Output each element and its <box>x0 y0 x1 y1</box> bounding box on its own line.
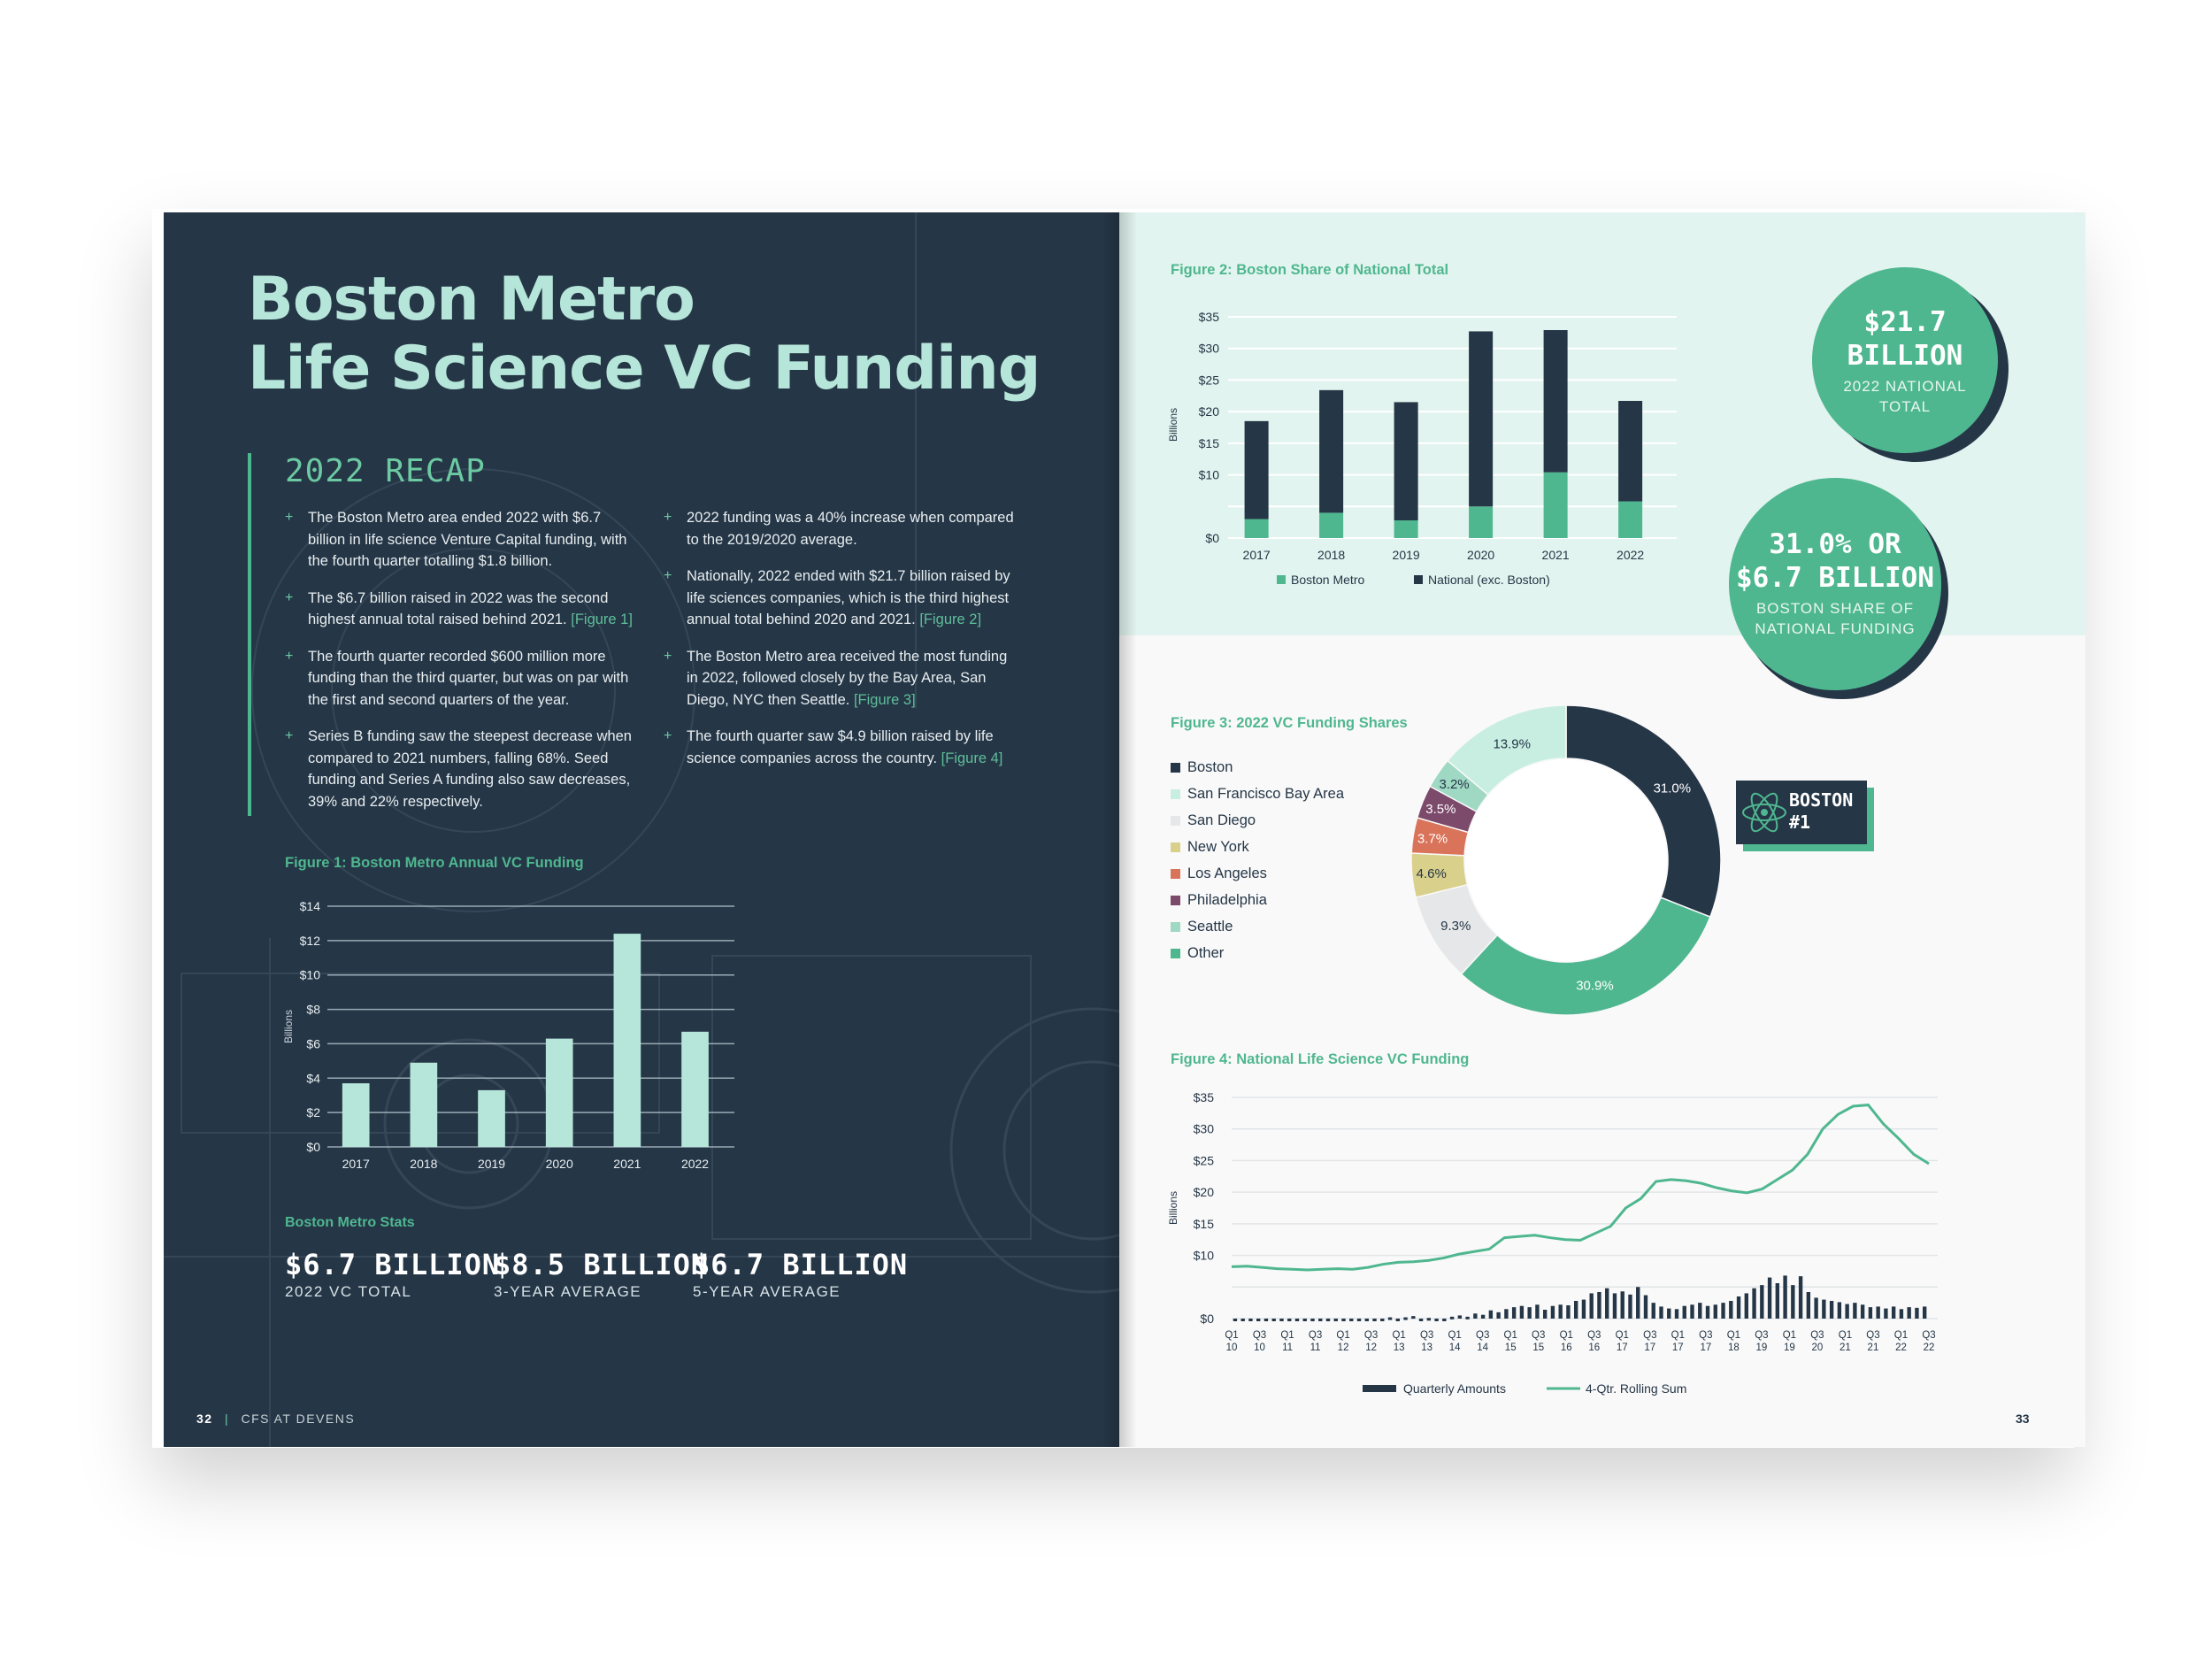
x-tick-quarter: Q1 <box>1336 1330 1350 1341</box>
stat-5yr-average <box>693 1248 908 1301</box>
quarterly-bar <box>1264 1319 1268 1321</box>
y-tick-label: $4 <box>306 1071 320 1086</box>
quarterly-bar <box>1861 1304 1864 1319</box>
quarterly-bar <box>1295 1319 1299 1321</box>
x-tick-year: 17 <box>1700 1342 1712 1353</box>
boston-number-one-badge <box>1736 781 1867 844</box>
plus-icon: + <box>285 510 294 525</box>
x-tick-year: 13 <box>1393 1342 1405 1353</box>
quarterly-bar <box>1396 1319 1400 1321</box>
y-tick-label: $10 <box>1193 1248 1214 1263</box>
figure-reference[interactable]: [Figure 4] <box>941 750 1003 766</box>
recap-bullets-col1 <box>285 507 634 827</box>
legend-item-san-diego: San Diego <box>1171 807 1344 834</box>
badge-line-1: BOSTON <box>1789 789 1854 811</box>
x-tick-label: 2017 <box>342 1157 370 1171</box>
y-axis-label: Billions <box>282 1009 295 1044</box>
quarterly-bar <box>1621 1291 1624 1319</box>
quarterly-bar <box>1605 1289 1609 1319</box>
quarterly-bar <box>1465 1317 1469 1319</box>
quarterly-bar <box>1535 1304 1539 1319</box>
quarterly-bar <box>1830 1301 1833 1319</box>
quarterly-bar <box>1419 1319 1423 1321</box>
quarterly-bar <box>1745 1293 1748 1319</box>
bar-boston-2019 <box>1394 520 1418 538</box>
quarterly-bar <box>1721 1303 1724 1319</box>
x-tick-year: 12 <box>1365 1342 1377 1353</box>
quarterly-bar <box>1303 1319 1307 1321</box>
legend-item-sf-bay-area: San Francisco Bay Area <box>1171 781 1344 807</box>
bullet: + The Boston Metro area received the most funding in 2022, followed closely by the Bay Area, San Diego, NYC then Seattle. [Figure 3] <box>664 646 1018 712</box>
gutter-shadow <box>1102 212 1137 1447</box>
page-title <box>248 265 1040 404</box>
quarterly-bar <box>1473 1313 1477 1319</box>
legend-item-other: Other <box>1171 940 1344 966</box>
y-tick-label: $20 <box>1193 1185 1214 1200</box>
quarterly-bar <box>1923 1306 1926 1319</box>
quarterly-bar <box>1683 1306 1686 1319</box>
stat-3yr-average <box>494 1248 709 1301</box>
callout-label: 2022 NATIONAL <box>1843 378 1967 395</box>
callout-label: TOTAL <box>1878 398 1932 415</box>
figure-reference[interactable]: [Figure 2] <box>919 612 982 627</box>
quarterly-bar <box>1791 1285 1794 1319</box>
bar-national-2021 <box>1544 330 1568 473</box>
x-tick-quarter: Q1 <box>1559 1330 1573 1341</box>
y-tick-label: $15 <box>1198 435 1219 450</box>
boston-share-callout <box>1729 478 1941 690</box>
x-tick-year: 17 <box>1644 1342 1656 1353</box>
x-tick-year: 16 <box>1560 1342 1572 1353</box>
title-line-1: Boston Metro <box>248 265 695 335</box>
slice-label: 30.9% <box>1576 978 1614 994</box>
figure-reference[interactable]: [Figure 3] <box>853 691 916 708</box>
y-tick-label: $10 <box>1198 467 1219 482</box>
quarterly-bar <box>1458 1315 1462 1319</box>
y-tick-label: $10 <box>299 967 320 982</box>
x-tick-year: 16 <box>1588 1342 1601 1353</box>
page-number-right: 33 <box>2016 1412 2030 1426</box>
fig4-chart <box>1150 1080 1947 1434</box>
quarterly-bar <box>1326 1319 1330 1321</box>
callout-label: NATIONAL FUNDING <box>1755 620 1916 637</box>
x-tick-quarter: Q3 <box>1699 1330 1713 1341</box>
quarterly-bar <box>1496 1312 1500 1319</box>
y-tick-label: $15 <box>1193 1216 1214 1231</box>
quarterly-bar <box>1310 1319 1314 1321</box>
rolling-sum-line <box>1232 1105 1929 1270</box>
quarterly-bar <box>1318 1319 1322 1321</box>
quarterly-bar <box>1644 1296 1647 1319</box>
x-tick-quarter: Q1 <box>1838 1330 1853 1341</box>
bullet: + Nationally, 2022 ended with $21.7 billion raised by life sciences companies, which is the third highest annual total behind 2020 and 2021. [Figure 2] <box>664 565 1018 631</box>
bar-boston-2017 <box>1245 519 1269 538</box>
x-tick-quarter: Q1 <box>1893 1330 1909 1341</box>
quarterly-bar <box>1838 1302 1841 1319</box>
legend-label: Quarterly Amounts <box>1403 1381 1506 1396</box>
x-tick-quarter: Q3 <box>1308 1330 1323 1341</box>
x-tick-quarter: Q3 <box>1252 1330 1267 1341</box>
quarterly-bar <box>1489 1311 1493 1319</box>
legend-item-philadelphia: Philadelphia <box>1171 887 1344 913</box>
bullet: + Series B funding saw the steepest decrease when compared to 2021 numbers, falling 68%. Seed funding and Series A funding also saw decreases, 39% and 22% respectively. <box>285 726 634 812</box>
plus-icon: + <box>664 568 672 583</box>
bar-national-2020 <box>1469 331 1493 506</box>
quarterly-bar <box>1272 1319 1276 1321</box>
quarterly-bar <box>1372 1319 1376 1321</box>
x-tick-label: 2017 <box>1242 548 1271 562</box>
bullet: + The fourth quarter recorded $600 million more funding than the third quarter, but was on par with the first and second quarters of the year. <box>285 646 634 712</box>
quarterly-bar <box>1520 1306 1524 1319</box>
callout-value: BILLION <box>1847 340 1963 372</box>
legend-item-new-york: New York <box>1171 834 1344 860</box>
x-tick-year: 15 <box>1532 1342 1545 1353</box>
slice-label: 31.0% <box>1653 781 1692 796</box>
y-axis-label: Billions <box>1167 407 1179 442</box>
plus-icon: + <box>285 728 294 743</box>
x-tick-quarter: Q1 <box>1392 1330 1406 1341</box>
quarterly-bar <box>1853 1303 1856 1319</box>
quarterly-bar <box>1341 1319 1345 1321</box>
atom-icon <box>1740 788 1789 837</box>
x-tick-year: 12 <box>1337 1342 1349 1353</box>
y-tick-label: $6 <box>306 1036 320 1051</box>
fig4-title: Figure 4: National Life Science VC Funding <box>1171 1051 1470 1067</box>
footer-left <box>196 1412 355 1426</box>
fig3-legend <box>1171 754 1344 966</box>
x-tick-year: 10 <box>1225 1342 1238 1353</box>
quarterly-bar <box>1768 1278 1771 1319</box>
quarterly-bar <box>1590 1293 1594 1319</box>
x-tick-quarter: Q1 <box>1726 1330 1741 1341</box>
donut-hole <box>1465 759 1667 961</box>
page-number: 32 <box>196 1412 213 1426</box>
quarterly-bar <box>1900 1309 1903 1319</box>
quarterly-bar <box>1349 1319 1353 1321</box>
x-tick-quarter: Q3 <box>1922 1330 1936 1341</box>
x-tick-label: 2018 <box>1317 548 1346 562</box>
quarterly-bar <box>1403 1318 1407 1320</box>
y-tick-label: $30 <box>1198 341 1219 356</box>
slice-label: 4.6% <box>1416 866 1447 882</box>
quarterly-bar <box>1907 1307 1910 1319</box>
x-tick-year: 22 <box>1923 1342 1935 1353</box>
bar-2021 <box>614 934 641 1147</box>
plus-icon: + <box>664 648 672 664</box>
x-tick-label: 2019 <box>477 1157 506 1171</box>
y-tick-label: $12 <box>299 933 320 948</box>
recap-accent-bar <box>248 453 251 816</box>
y-axis-label: Billions <box>1167 1190 1179 1226</box>
x-tick-year: 19 <box>1755 1342 1768 1353</box>
quarterly-bar <box>1652 1303 1655 1319</box>
quarterly-bar <box>1814 1297 1817 1319</box>
x-tick-quarter: Q3 <box>1866 1330 1880 1341</box>
recap-heading: 2022 RECAP <box>285 453 486 489</box>
bar-2018 <box>411 1063 438 1147</box>
quarterly-bar <box>1434 1319 1438 1321</box>
quarterly-bar <box>1915 1308 1918 1319</box>
y-tick-label: $35 <box>1198 310 1219 324</box>
quarterly-bar <box>1892 1306 1895 1319</box>
slice-label: 13.9% <box>1493 736 1532 752</box>
x-tick-year: 18 <box>1727 1342 1740 1353</box>
x-tick-quarter: Q1 <box>1671 1330 1685 1341</box>
national-total-callout <box>1812 267 1998 453</box>
legend-item-boston: Boston <box>1171 754 1344 781</box>
y-tick-label: $25 <box>1193 1153 1214 1168</box>
x-tick-year: 17 <box>1616 1342 1628 1353</box>
title-line-2: Life Science VC Funding <box>248 334 1041 404</box>
legend-swatch-quarterly <box>1363 1385 1396 1392</box>
fig1-chart <box>265 885 761 1204</box>
x-tick-quarter: Q1 <box>1280 1330 1294 1341</box>
footer-publication: CFS AT DEVENS <box>241 1412 356 1426</box>
quarterly-bar <box>1636 1287 1640 1319</box>
x-tick-quarter: Q1 <box>1225 1330 1239 1341</box>
plus-icon: + <box>664 510 672 525</box>
quarterly-bar <box>1504 1309 1508 1319</box>
x-tick-label: 2021 <box>613 1157 641 1171</box>
quarterly-bar <box>1248 1319 1252 1321</box>
bar-boston-2020 <box>1469 506 1493 538</box>
stat-label: 2022 VC TOTAL <box>285 1283 412 1300</box>
quarterly-bar <box>1737 1296 1740 1319</box>
bar-2019 <box>478 1090 505 1147</box>
fig2-chart <box>1150 292 1681 593</box>
quarterly-bar <box>1551 1306 1555 1319</box>
x-tick-label: 2020 <box>545 1157 573 1171</box>
fig3-chart <box>1380 683 1752 1055</box>
bar-boston-2018 <box>1319 512 1343 538</box>
quarterly-bar <box>1256 1319 1260 1321</box>
quarterly-bar <box>1527 1307 1531 1319</box>
stat-label: 5-YEAR AVERAGE <box>693 1283 841 1300</box>
callout-value: $21.7 <box>1863 306 1947 338</box>
x-tick-year: 19 <box>1784 1342 1795 1353</box>
stat-2022-total <box>285 1248 500 1301</box>
x-tick-quarter: Q3 <box>1643 1330 1657 1341</box>
quarterly-bar <box>1543 1310 1547 1319</box>
x-tick-year: 10 <box>1254 1342 1265 1353</box>
x-tick-year: 11 <box>1282 1342 1294 1353</box>
quarterly-bar <box>1675 1309 1678 1319</box>
quarterly-bar <box>1706 1306 1709 1319</box>
bar-2017 <box>342 1083 370 1147</box>
quarterly-bar <box>1233 1319 1237 1321</box>
legend-label: Boston Metro <box>1291 573 1365 587</box>
quarterly-bar <box>1876 1306 1879 1319</box>
fig1-title: Figure 1: Boston Metro Annual VC Funding <box>285 855 584 871</box>
x-tick-year: 21 <box>1867 1342 1879 1353</box>
quarterly-bar <box>1411 1316 1415 1319</box>
x-tick-quarter: Q3 <box>1476 1330 1490 1341</box>
quarterly-bar <box>1884 1309 1887 1319</box>
callout-value: $6.7 BILLION <box>1736 562 1934 594</box>
quarterly-bar <box>1869 1307 1872 1319</box>
y-tick-label: $0 <box>1205 531 1219 545</box>
quarterly-bar <box>1659 1306 1663 1319</box>
bar-boston-2022 <box>1618 502 1642 538</box>
quarterly-bar <box>1380 1319 1384 1321</box>
bullet: + The Boston Metro area ended 2022 with $6.7 billion in life science Venture Capital funding, with the fourth quarter totalling $1.8 billion. <box>285 507 634 573</box>
quarterly-bar <box>1628 1295 1632 1319</box>
quarterly-bar <box>1357 1319 1361 1321</box>
x-tick-label: 2018 <box>410 1157 438 1171</box>
stat-label: 3-YEAR AVERAGE <box>494 1283 642 1300</box>
legend-label: National (exc. Boston) <box>1428 573 1550 587</box>
quarterly-bar <box>1582 1300 1586 1319</box>
bar-national-2019 <box>1394 402 1418 520</box>
x-tick-year: 14 <box>1448 1342 1461 1353</box>
x-tick-quarter: Q1 <box>1448 1330 1462 1341</box>
quarterly-bar <box>1287 1319 1291 1321</box>
stat-value: $6.7 BILLION <box>285 1248 501 1281</box>
bullet: + The fourth quarter saw $4.9 billion raised by life science companies across the country. [Figure 4] <box>664 726 1018 769</box>
legend-item-los-angeles: Los Angeles <box>1171 860 1344 887</box>
x-tick-label: 2021 <box>1541 548 1570 562</box>
x-tick-quarter: Q3 <box>1419 1330 1434 1341</box>
plus-icon: + <box>664 728 672 743</box>
plus-icon: + <box>285 648 294 664</box>
stat-value: $8.5 BILLION <box>494 1248 710 1281</box>
x-tick-label: 2022 <box>1617 548 1645 562</box>
x-tick-label: 2020 <box>1467 548 1495 562</box>
legend-swatch-boston <box>1277 575 1286 584</box>
y-tick-label: $35 <box>1193 1090 1214 1104</box>
quarterly-bar <box>1783 1275 1786 1319</box>
y-tick-label: $30 <box>1193 1121 1214 1136</box>
quarterly-bar <box>1442 1319 1446 1321</box>
quarterly-bar <box>1558 1304 1562 1319</box>
x-tick-quarter: Q3 <box>1587 1330 1601 1341</box>
quarterly-bar <box>1714 1304 1717 1319</box>
quarterly-bar <box>1729 1301 1732 1319</box>
bar-2020 <box>546 1039 573 1147</box>
quarterly-bar <box>1613 1293 1617 1319</box>
y-tick-label: $8 <box>306 1002 320 1017</box>
quarterly-bar <box>1566 1305 1570 1319</box>
y-tick-label: $2 <box>306 1105 320 1120</box>
plus-icon: + <box>285 589 294 605</box>
slice-label: 3.5% <box>1425 802 1456 818</box>
y-tick-label: $0 <box>1200 1312 1214 1326</box>
badge-line-2: #1 <box>1789 812 1811 833</box>
quarterly-bar <box>1752 1289 1755 1319</box>
x-tick-quarter: Q1 <box>1782 1330 1797 1341</box>
bar-national-2022 <box>1618 401 1642 502</box>
quarterly-bar <box>1776 1283 1779 1319</box>
stats-heading: Boston Metro Stats <box>285 1215 415 1230</box>
legend-label: 4-Qtr. Rolling Sum <box>1586 1381 1687 1396</box>
x-tick-year: 21 <box>1839 1342 1851 1353</box>
figure-reference[interactable]: [Figure 1] <box>571 612 633 627</box>
quarterly-bar <box>1807 1292 1810 1319</box>
y-tick-label: $25 <box>1198 373 1219 388</box>
footer-separator: | <box>224 1412 230 1426</box>
quarterly-bar <box>1597 1292 1601 1319</box>
y-tick-label: $14 <box>299 899 320 913</box>
x-tick-year: 15 <box>1504 1342 1517 1353</box>
bar-2022 <box>681 1032 709 1147</box>
quarterly-bar <box>1760 1285 1763 1319</box>
bullet: + 2022 funding was a 40% increase when compared to the 2019/2020 average. <box>664 507 1018 550</box>
quarterly-bar <box>1450 1317 1454 1319</box>
x-tick-quarter: Q1 <box>1615 1330 1629 1341</box>
stat-value: $6.7 BILLION <box>693 1248 909 1281</box>
x-tick-year: 17 <box>1671 1342 1684 1353</box>
x-tick-quarter: Q3 <box>1755 1330 1769 1341</box>
quarterly-bar <box>1512 1307 1516 1319</box>
y-tick-label: $0 <box>306 1140 320 1154</box>
quarterly-bar <box>1427 1318 1431 1320</box>
quarterly-bar <box>1365 1319 1369 1321</box>
quarterly-bar <box>1481 1315 1485 1319</box>
quarterly-bar <box>1845 1304 1848 1319</box>
legend-swatch-national <box>1414 575 1423 584</box>
bar-national-2017 <box>1245 421 1269 519</box>
slice-label: 3.2% <box>1439 776 1470 792</box>
bar-national-2018 <box>1319 390 1343 513</box>
x-tick-quarter: Q3 <box>1532 1330 1546 1341</box>
x-tick-year: 20 <box>1811 1342 1824 1353</box>
quarterly-bar <box>1334 1319 1338 1321</box>
y-tick-label: $20 <box>1198 404 1219 419</box>
recap-bullets-col2 <box>664 507 1018 784</box>
quarterly-bar <box>1574 1301 1578 1319</box>
x-tick-quarter: Q1 <box>1503 1330 1517 1341</box>
x-tick-label: 2022 <box>680 1157 710 1171</box>
x-tick-year: 11 <box>1310 1342 1321 1353</box>
x-tick-label: 2019 <box>1392 548 1420 562</box>
quarterly-bar <box>1241 1319 1245 1321</box>
bullet: + The $6.7 billion raised in 2022 was the second highest annual total raised behind 2021. [Figure 1] <box>285 588 634 631</box>
x-tick-year: 22 <box>1895 1342 1907 1353</box>
quarterly-bar <box>1388 1318 1392 1320</box>
x-tick-year: 14 <box>1477 1342 1489 1353</box>
quarterly-bar <box>1799 1276 1802 1319</box>
slice-label: 3.7% <box>1417 831 1448 847</box>
slice-label: 9.3% <box>1440 918 1471 934</box>
fig3-title: Figure 3: 2022 VC Funding Shares <box>1171 715 1408 731</box>
x-tick-quarter: Q3 <box>1810 1330 1824 1341</box>
quarterly-bar <box>1690 1304 1694 1319</box>
x-tick-quarter: Q3 <box>1363 1330 1379 1341</box>
quarterly-bar <box>1279 1319 1283 1321</box>
quarterly-bar <box>1698 1303 1701 1319</box>
callout-value: 31.0% OR <box>1769 528 1901 560</box>
quarterly-bar <box>1822 1300 1825 1319</box>
fig2-title: Figure 2: Boston Share of National Total <box>1171 262 1449 278</box>
bar-boston-2021 <box>1544 473 1568 538</box>
quarterly-bar <box>1667 1309 1671 1319</box>
x-tick-year: 13 <box>1421 1342 1433 1353</box>
callout-label: BOSTON SHARE OF <box>1755 600 1915 617</box>
legend-item-seattle: Seattle <box>1171 913 1344 940</box>
